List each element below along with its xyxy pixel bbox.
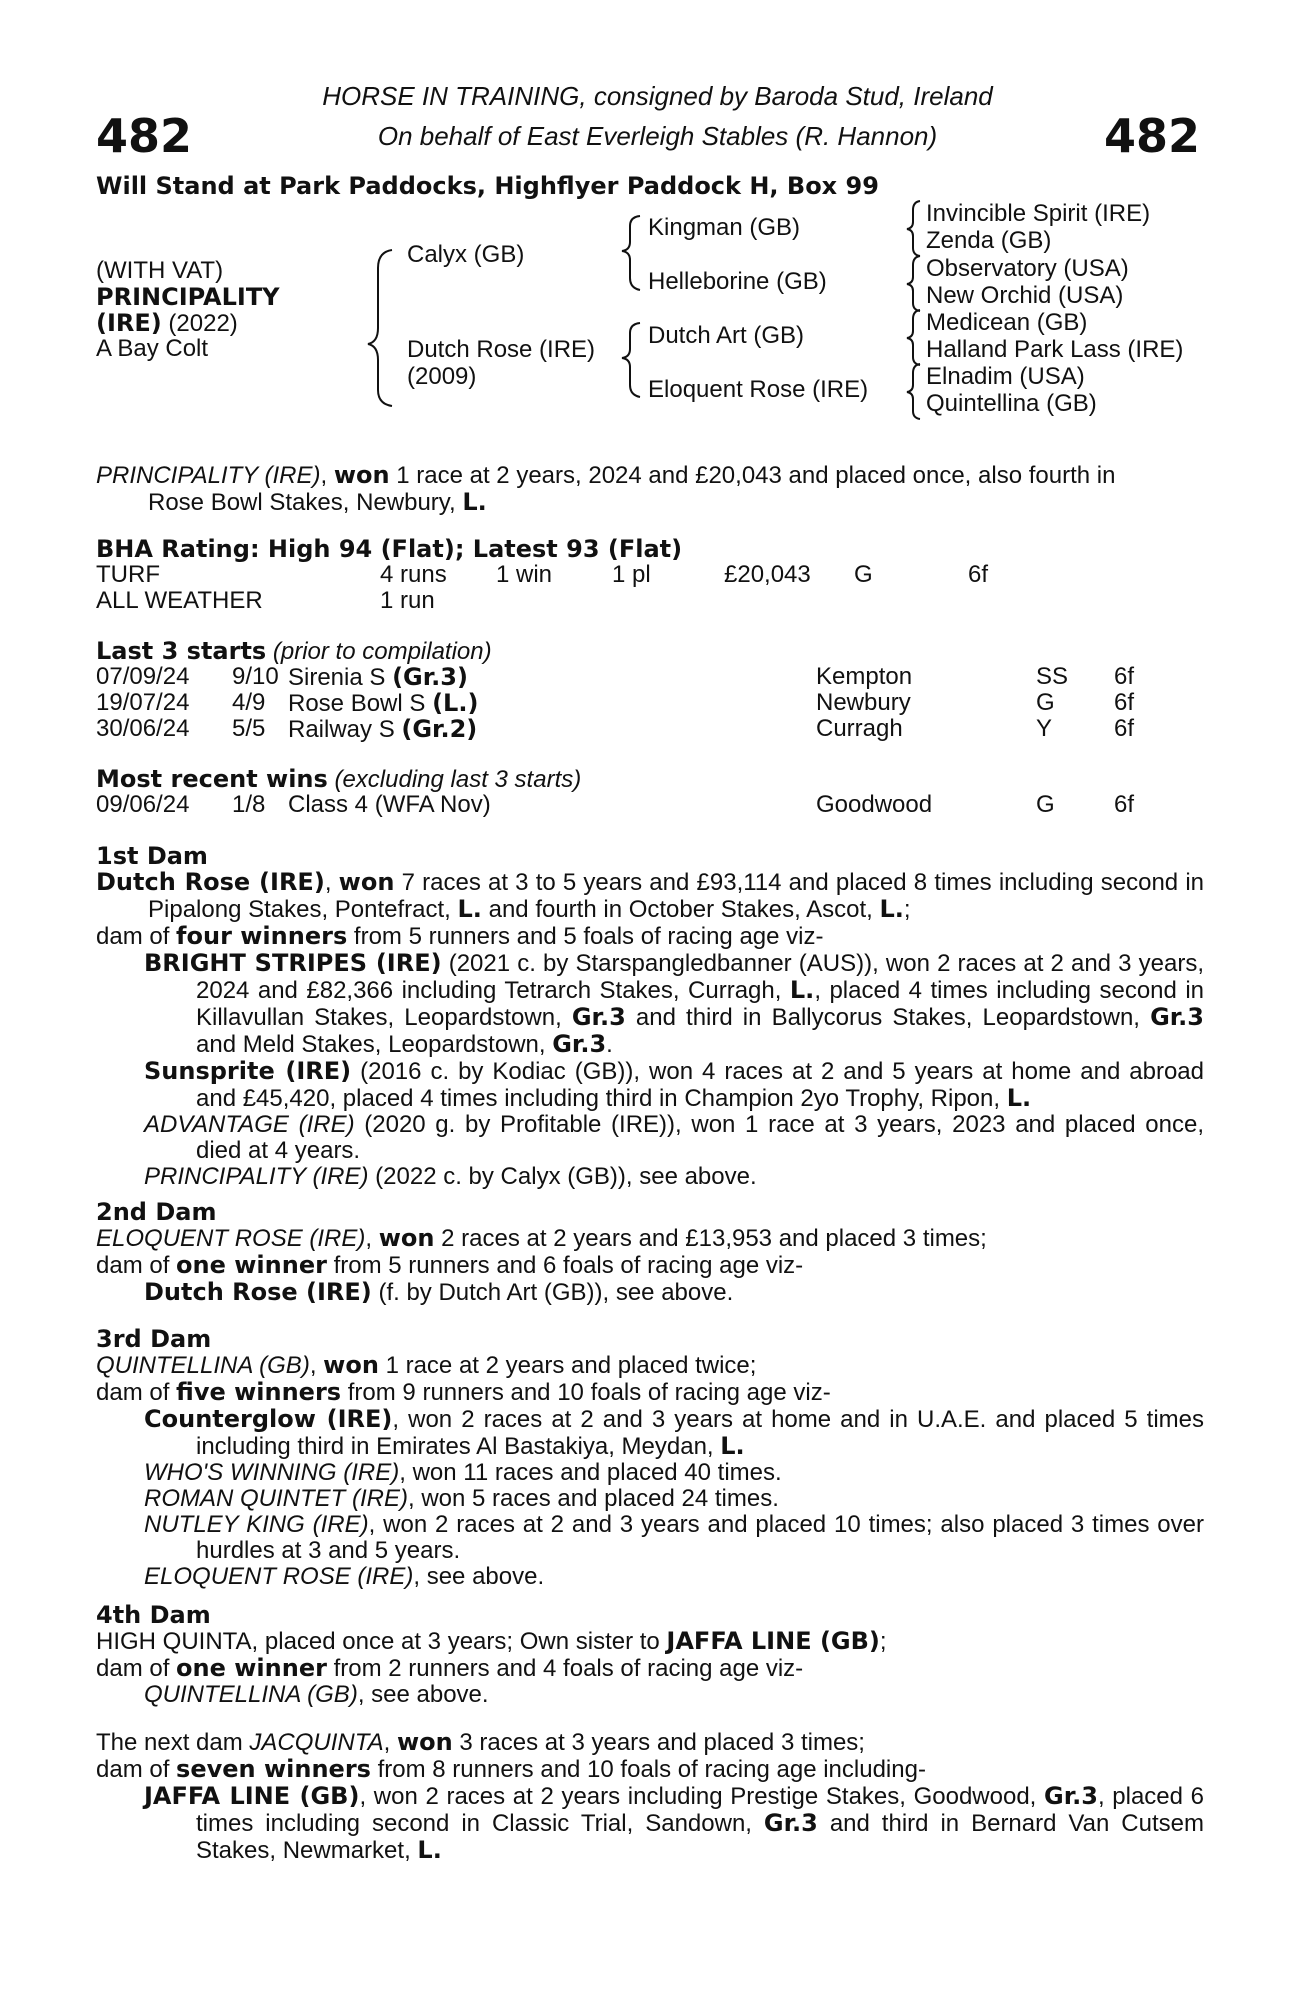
fourth-dam-produce-summary xyxy=(96,1655,1204,1682)
grade-badge: L. xyxy=(720,1432,745,1460)
horse-country: (IRE) xyxy=(96,309,162,337)
produce-name: Counterglow (IRE) xyxy=(144,1405,393,1433)
bha-prize: £20,043 xyxy=(724,561,811,588)
start-date: 07/09/24 xyxy=(96,663,190,690)
pedigree-g3-6: Halland Park Lass (IRE) xyxy=(926,336,1184,363)
damof-text: from 9 runners and 10 foals of racing age viz- xyxy=(341,1379,831,1406)
produce-text: , won 11 races and placed 40 times. xyxy=(399,1459,782,1486)
produce-text: (2020 g. by Profitable (IRE)), won 1 race at 3 years, 2023 and placed once, died at 4 years. xyxy=(196,1111,1204,1164)
produce-text: and third in Bernard Van Cutsem Stakes, Newmarket, xyxy=(196,1810,1204,1864)
bha-wins: 1 win xyxy=(496,561,553,588)
produce-entry xyxy=(96,1512,1204,1564)
record-text: and fourth in October Stakes, Ascot, xyxy=(481,896,880,923)
produce-entry xyxy=(96,1112,1204,1164)
produce-text: (2021 c. by Starspangledbanner (AUS)), won 2 races at 2 and 3 years, 2024 and £82,366 including Tetrarch Stakes, Curragh, xyxy=(196,950,1204,1004)
win-course: Goodwood xyxy=(816,791,933,818)
horse-year: (2022) xyxy=(161,310,238,337)
grade-badge: L. xyxy=(417,1836,442,1864)
pedigree-g3-2: Zenda (GB) xyxy=(926,227,1052,254)
produce-text: (2016 c. by Kodiac (GB)), won 4 races at 2 and 5 years at home and abroad and £45,420, placed 4 times including third in Champion 2yo Trophy, Ripon, xyxy=(196,1058,1204,1112)
won-label: won xyxy=(397,1728,453,1756)
produce-text: (f. by Dutch Art (GB)), see above. xyxy=(371,1279,734,1306)
pedigree-sire-sire: Kingman (GB) xyxy=(648,214,801,241)
damof-text: from 5 runners and 5 foals of racing age viz- xyxy=(347,923,824,950)
summary-text2: Rose Bowl Stakes, Newbury, xyxy=(148,489,463,516)
race-grade: (L.) xyxy=(432,689,479,717)
lot-number-right: 482 xyxy=(1103,109,1200,163)
recent-heading: Most recent wins xyxy=(96,765,328,793)
produce-text: and third in Ballycorus Stakes, Leopardstown, xyxy=(625,1004,1151,1031)
summary-line1: PRINCIPALITY (IRE), won 1 race at 2 years, 2024 and £20,043 and placed once, also fourth in xyxy=(96,461,1116,489)
winners-count: one winner xyxy=(176,1654,327,1682)
damof-text: dam of xyxy=(96,923,177,950)
lot-number-left: 482 xyxy=(96,109,193,163)
pedigree-sire: Calyx (GB) xyxy=(407,241,525,268)
produce-text: (2022 c. by Calyx (GB)), see above. xyxy=(368,1163,757,1190)
race-grade: (Gr.3) xyxy=(392,663,468,691)
winners-count: one winner xyxy=(176,1251,327,1279)
won-label: won xyxy=(338,868,395,896)
produce-name: QUINTELLINA (GB) xyxy=(144,1681,358,1708)
start-distance: 6f xyxy=(1114,715,1135,742)
fourth-dam-section xyxy=(96,1602,1204,1708)
damof-text: dam of xyxy=(96,1252,177,1279)
start-going: Y xyxy=(1036,715,1053,742)
produce-name: BRIGHT STRIPES (IRE) xyxy=(144,949,442,977)
record-text: ; xyxy=(903,896,911,923)
listed-badge: L. xyxy=(457,895,482,923)
race-summary xyxy=(96,462,1204,516)
first-dam-record: Dutch Rose (IRE), won 7 races at 3 to 5 years and £93,114 and placed 8 times including second in Pipalong Stakes, Pontefract, L. and fourth in October Stakes, Ascot, L.; xyxy=(96,868,1205,923)
damof-text: from 8 runners and 10 foals of racing age including- xyxy=(370,1756,926,1783)
damof-text: dam of xyxy=(96,1655,177,1682)
record-text: 1 race at 2 years and placed twice; xyxy=(378,1352,757,1379)
race-name: Railway S xyxy=(288,716,402,743)
listed-badge: L. xyxy=(879,895,904,923)
produce-entry xyxy=(96,1564,1204,1590)
pedigree-dam-dam: Eloquent Rose (IRE) xyxy=(648,376,869,403)
start-position: 5/5 xyxy=(232,715,266,742)
record-text: 3 races at 3 years and placed 3 times; xyxy=(452,1729,865,1756)
first-dam-name: Dutch Rose (IRE) xyxy=(96,868,325,896)
last3-note: (prior to compilation) xyxy=(266,638,492,665)
next-dam-name: JACQUINTA xyxy=(249,1729,384,1756)
produce-text: , won 2 races at 2 years including Prestige Stakes, Goodwood, xyxy=(359,1783,1044,1810)
produce-entry xyxy=(96,1406,1204,1460)
behalf-line: On behalf of East Everleigh Stables (R. Hannon) xyxy=(377,121,938,151)
produce-entry xyxy=(96,950,1204,1058)
bha-distance: 6f xyxy=(968,561,989,588)
grade-badge: L. xyxy=(1006,1084,1032,1112)
stand-location: Will Stand at Park Paddocks, Highflyer Paddock H, Box 99 xyxy=(96,172,879,200)
grade-badge: L. xyxy=(789,976,815,1004)
last3-heading: Last 3 starts xyxy=(96,637,267,665)
third-dam-title: 3rd Dam xyxy=(96,1325,212,1353)
produce-entry xyxy=(96,1783,1204,1864)
start-distance: 6f xyxy=(1114,663,1135,690)
winners-count: seven winners xyxy=(176,1755,371,1783)
bha-going: G xyxy=(854,561,873,588)
first-dam-produce-summary xyxy=(96,923,1204,950)
produce-name: ELOQUENT ROSE (IRE) xyxy=(144,1563,414,1590)
record-text: The next dam xyxy=(96,1729,250,1756)
recent-wins-title xyxy=(96,766,581,793)
start-race xyxy=(288,716,477,743)
produce-text: , see above. xyxy=(413,1563,545,1590)
produce-text: . xyxy=(606,1031,613,1058)
start-course: Newbury xyxy=(816,689,911,716)
bha-placed: 1 pl xyxy=(612,561,651,588)
start-course: Kempton xyxy=(816,663,913,690)
grade-badge: Gr.3 xyxy=(763,1809,818,1837)
bha-rating-title: BHA Rating: High 94 (Flat); Latest 93 (Flat) xyxy=(96,535,683,563)
third-dam-record: QUINTELLINA (GB), won 1 race at 2 years and placed twice; xyxy=(96,1351,757,1379)
pedigree-g3-4: New Orchid (USA) xyxy=(926,282,1124,309)
horse-name: PRINCIPALITY xyxy=(96,283,280,311)
start-going: G xyxy=(1036,689,1055,716)
second-dam-section xyxy=(96,1199,1204,1306)
record-text: ; xyxy=(879,1628,887,1655)
summary-name: PRINCIPALITY (IRE) xyxy=(96,462,321,489)
start-race xyxy=(288,690,478,717)
race-name: Sirenia S xyxy=(288,664,393,691)
produce-name: NUTLEY KING (IRE) xyxy=(144,1511,369,1538)
winners-count: five winners xyxy=(176,1378,342,1406)
win-date: 09/06/24 xyxy=(96,791,190,818)
sister-name: JAFFA LINE (GB) xyxy=(666,1627,880,1655)
race-grade: (Gr.2) xyxy=(401,715,478,743)
start-going: SS xyxy=(1036,663,1069,690)
recent-note: (excluding last 3 starts) xyxy=(327,766,582,793)
second-dam-produce-summary xyxy=(96,1252,1204,1279)
pedigree-dam-year: (2009) xyxy=(407,363,477,390)
record-text: HIGH QUINTA, placed once at 3 years; Own sister to xyxy=(96,1628,667,1655)
damof-text: dam of xyxy=(96,1756,177,1783)
pedigree-sire-dam: Helleborine (GB) xyxy=(648,268,827,295)
horse-description: A Bay Colt xyxy=(96,335,209,362)
won-label: won xyxy=(378,1224,435,1252)
first-dam-section xyxy=(96,843,1204,1190)
consignor-line: HORSE IN TRAINING, consigned by Baroda Stud, Ireland xyxy=(322,81,993,111)
produce-name: ADVANTAGE (IRE) xyxy=(144,1111,355,1138)
produce-entry xyxy=(96,1164,1204,1190)
last3-title xyxy=(96,638,492,665)
win-going: G xyxy=(1036,791,1055,818)
race-name: Rose Bowl S xyxy=(288,690,433,717)
next-dam-produce-summary xyxy=(96,1756,1204,1783)
pedigree-g3-3: Observatory (USA) xyxy=(926,255,1129,282)
produce-name: Sunsprite (IRE) xyxy=(144,1057,352,1085)
third-dam-produce-summary xyxy=(96,1379,1204,1406)
produce-text: , won 2 races at 2 and 3 years and placed 10 times; also placed 3 times over hurdles at 3 and 5 years. xyxy=(196,1511,1204,1564)
produce-text: , see above. xyxy=(357,1681,489,1708)
second-dam-name: ELOQUENT ROSE (IRE) xyxy=(96,1225,366,1252)
bha-runs: 4 runs xyxy=(380,561,447,588)
win-distance: 6f xyxy=(1114,791,1135,818)
produce-text: , won 2 races at 2 and 3 years at home and in U.A.E. and placed 5 times including third in Emirates Al Bastakiya, Meydan, xyxy=(196,1406,1204,1460)
summary-listed: L. xyxy=(462,488,487,516)
pedigree-g3-7: Elnadim (USA) xyxy=(926,363,1085,390)
produce-entry xyxy=(96,1279,1204,1306)
produce-entry xyxy=(96,1058,1204,1112)
win-race: Class 4 (WFA Nov) xyxy=(288,791,491,818)
start-race xyxy=(288,664,468,691)
damof-text: from 5 runners and 6 foals of racing age viz- xyxy=(326,1252,804,1279)
start-distance: 6f xyxy=(1114,689,1135,716)
produce-name: Dutch Rose (IRE) xyxy=(144,1278,372,1306)
win-position: 1/8 xyxy=(232,791,266,818)
next-dam-section xyxy=(96,1729,1204,1864)
vat-label: (WITH VAT) xyxy=(96,257,224,284)
summary-won: won xyxy=(333,461,390,489)
won-label: won xyxy=(323,1351,379,1379)
pedigree-dam: Dutch Rose (IRE) xyxy=(407,336,596,363)
first-dam-title: 1st Dam xyxy=(96,842,208,870)
produce-name: ROMAN QUINTET (IRE) xyxy=(144,1485,408,1512)
bha-runs: 1 run xyxy=(380,587,435,614)
summary-line2 xyxy=(96,489,1204,516)
damof-text: dam of xyxy=(96,1379,177,1406)
fourth-dam-title: 4th Dam xyxy=(96,1601,211,1629)
summary-text1: 1 race at 2 years, 2024 and £20,043 and placed once, also fourth in xyxy=(389,462,1116,489)
start-date: 30/06/24 xyxy=(96,715,190,742)
start-position: 9/10 xyxy=(232,663,279,690)
produce-text: , placed 4 times including second in Killavullan Stakes, Leopardstown, xyxy=(196,977,1205,1031)
fourth-dam-record xyxy=(96,1628,1204,1655)
produce-entry xyxy=(96,1682,1204,1708)
grade-badge: Gr.3 xyxy=(1150,1003,1204,1031)
third-dam-section xyxy=(96,1326,1204,1590)
winners-count: four winners xyxy=(176,922,348,950)
second-dam-record: ELOQUENT ROSE (IRE), won 2 races at 2 years and £13,953 and placed 3 times; xyxy=(96,1224,987,1252)
produce-name: PRINCIPALITY (IRE) xyxy=(144,1163,369,1190)
bha-surface: TURF xyxy=(96,561,160,588)
record-text: , xyxy=(383,1729,397,1756)
produce-name: JAFFA LINE (GB) xyxy=(144,1782,360,1810)
produce-name: WHO'S WINNING (IRE) xyxy=(144,1459,400,1486)
start-course: Curragh xyxy=(816,715,903,742)
produce-text: , placed 6 times including second in Classic Trial, Sandown, xyxy=(196,1783,1204,1837)
produce-entry xyxy=(96,1460,1204,1486)
produce-entry xyxy=(96,1486,1204,1512)
damof-text: from 2 runners and 4 foals of racing age viz- xyxy=(326,1655,804,1682)
produce-text: and Meld Stakes, Leopardstown, xyxy=(196,1031,553,1058)
start-position: 4/9 xyxy=(232,689,266,716)
pedigree-g3-1: Invincible Spirit (IRE) xyxy=(926,200,1151,227)
record-text: 7 races at 3 to 5 years and £93,114 and placed 8 times including second in Pipalong Stakes, Pontefract, xyxy=(148,869,1205,923)
pedigree-g3-5: Medicean (GB) xyxy=(926,309,1088,336)
grade-badge: Gr.3 xyxy=(552,1030,607,1058)
third-dam-name: QUINTELLINA (GB) xyxy=(96,1352,310,1379)
second-dam-title: 2nd Dam xyxy=(96,1198,217,1226)
bha-surface: ALL WEATHER xyxy=(96,587,263,614)
next-dam-record xyxy=(96,1729,1204,1756)
grade-badge: Gr.3 xyxy=(1044,1782,1098,1810)
grade-badge: Gr.3 xyxy=(571,1003,626,1031)
start-date: 19/07/24 xyxy=(96,689,190,716)
pedigree-dam-sire: Dutch Art (GB) xyxy=(648,322,805,349)
record-text: 2 races at 2 years and £13,953 and placed 3 times; xyxy=(434,1225,987,1252)
pedigree-g3-8: Quintellina (GB) xyxy=(926,390,1097,417)
produce-text: , won 5 races and placed 24 times. xyxy=(408,1485,779,1512)
